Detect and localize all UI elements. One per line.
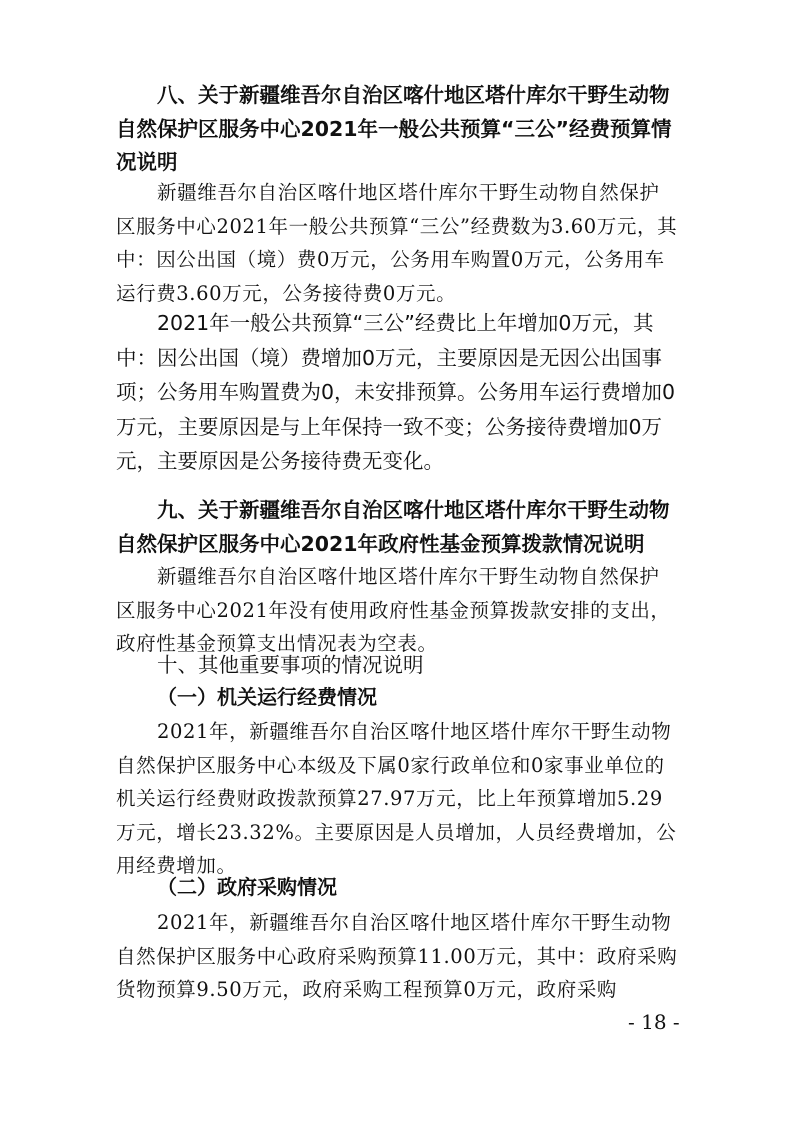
section-9-paragraph: 新疆维吾尔自治区喀什地区塔什库尔干野生动物自然保护区服务中心2021年没有使用政府性基金预算拨款安排的支出，政府性基金预算支出情况表为空表。: [116, 565, 671, 655]
section-9-heading: 九、关于新疆维吾尔自治区喀什地区塔什库尔干野生动物自然保护区服务中心2021年政府性基金预算拨款情况说明: [116, 498, 670, 556]
subsection-1-heading: （一）机关运行经费情况: [157, 685, 377, 709]
section-8-paragraph-1: 新疆维吾尔自治区喀什地区塔什库尔干野生动物自然保护区服务中心2021年一般公共预算“三公”经费数为3.60万元，其中：因公出国（境）费0万元，公务用车购置0万元，公务用车运行费3.60万元，公务接待费0万元。: [116, 181, 678, 305]
section-8-heading: 八、关于新疆维吾尔自治区喀什地区塔什库尔干野生动物自然保护区服务中心2021年一般公共预算“三公”经费预算情况说明: [116, 83, 672, 174]
section-8-paragraph-2: 2021年一般公共预算“三公”经费比上年增加0万元，其中：因公出国（境）费增加0万元，主要原因是无因公出国事项；公务用车购置费为0，未安排预算。公务用车运行费增加0万元，主要原因是与上年保持一致不变；公务接待费增加0万元，主要原因是公务接待费无变化。: [116, 311, 676, 473]
section-10-heading: 十、其他重要事项的情况说明: [157, 653, 424, 677]
subsection-1-paragraph: 2021年，新疆维吾尔自治区喀什地区塔什库尔干野生动物自然保护区服务中心本级及下属0家行政单位和0家事业单位的机关运行经费财政拨款预算27.97万元，比上年预算增加5.29万元，增长23.32%。主要原因是人员增加，人员经费增加，公用经费增加。: [116, 720, 677, 877]
subsection-2-heading: （二）政府采购情况: [157, 875, 337, 899]
subsection-2-paragraph: 2021年，新疆维吾尔自治区喀什地区塔什库尔干野生动物自然保护区服务中心政府采购预算11.00万元，其中：政府采购货物预算9.50万元，政府采购工程预算0万元，政府采购: [116, 911, 678, 1001]
page-number: - 18 -: [628, 1010, 680, 1034]
